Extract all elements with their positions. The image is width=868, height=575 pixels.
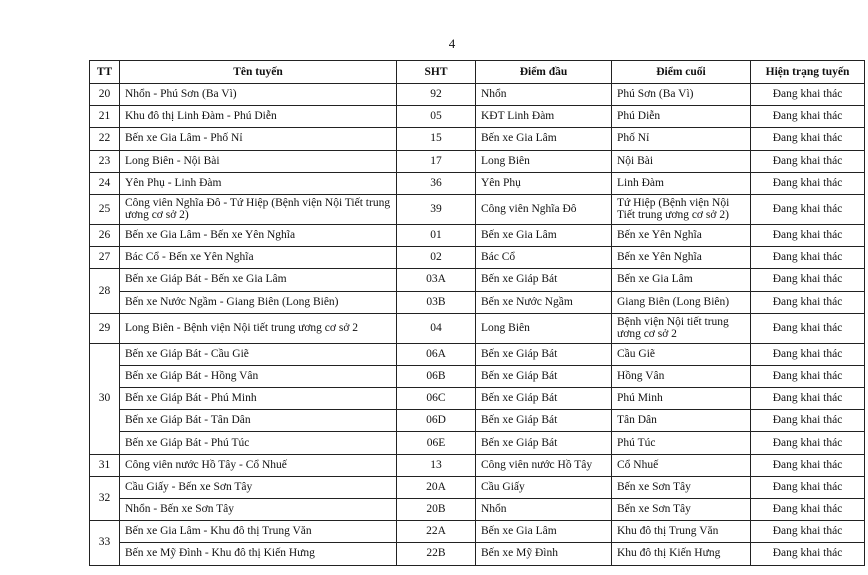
route-status: Đang khai thác <box>751 150 865 172</box>
row-number: 33 <box>90 521 120 565</box>
route-status: Đang khai thác <box>751 128 865 150</box>
route-number: 15 <box>397 128 476 150</box>
route-number: 39 <box>397 194 476 224</box>
row-number: 31 <box>90 454 120 476</box>
table-row <box>90 521 865 543</box>
end-point: Hồng Vân <box>612 365 751 387</box>
table-row <box>90 150 865 172</box>
table-row <box>90 432 865 454</box>
start-point: KĐT Linh Đàm <box>476 106 612 128</box>
end-point: Bệnh viện Nội tiết trung ương cơ sở 2 <box>612 313 751 343</box>
table-row <box>90 388 865 410</box>
route-status: Đang khai thác <box>751 521 865 543</box>
start-point: Công viên Nghĩa Đô <box>476 194 612 224</box>
row-number: 22 <box>90 128 120 150</box>
end-point: Nội Bài <box>612 150 751 172</box>
route-name: Cầu Giấy - Bến xe Sơn Tây <box>120 476 397 498</box>
route-number: 22A <box>397 521 476 543</box>
route-name: Bến xe Giáp Bát - Hồng Vân <box>120 365 397 387</box>
route-number: 22B <box>397 543 476 565</box>
row-number: 23 <box>90 150 120 172</box>
row-number: 28 <box>90 269 120 313</box>
route-number: 06E <box>397 432 476 454</box>
end-point: Tứ Hiệp (Bệnh viện Nội Tiết trung ương cơ sở 2) <box>612 194 751 224</box>
end-point: Khu đô thị Trung Văn <box>612 521 751 543</box>
route-status: Đang khai thác <box>751 543 865 565</box>
end-point: Bến xe Gia Lâm <box>612 269 751 291</box>
start-point: Bến xe Giáp Bát <box>476 269 612 291</box>
route-status: Đang khai thác <box>751 224 865 246</box>
table-row <box>90 84 865 106</box>
route-status: Đang khai thác <box>751 410 865 432</box>
route-status: Đang khai thác <box>751 269 865 291</box>
table-row <box>90 172 865 194</box>
start-point: Bến xe Giáp Bát <box>476 410 612 432</box>
route-status: Đang khai thác <box>751 247 865 269</box>
start-point: Bến xe Giáp Bát <box>476 343 612 365</box>
row-number: 30 <box>90 343 120 454</box>
start-point: Bến xe Gia Lâm <box>476 128 612 150</box>
table-row <box>90 543 865 565</box>
header-end-point: Điểm cuối <box>612 61 751 84</box>
start-point: Bến xe Nước Ngầm <box>476 291 612 313</box>
route-number: 13 <box>397 454 476 476</box>
start-point: Bến xe Mỹ Đình <box>476 543 612 565</box>
route-name: Khu đô thị Linh Đàm - Phú Diễn <box>120 106 397 128</box>
route-name: Bến xe Mỹ Đình - Khu đô thị Kiến Hưng <box>120 543 397 565</box>
row-number: 20 <box>90 84 120 106</box>
route-status: Đang khai thác <box>751 106 865 128</box>
table-row <box>90 128 865 150</box>
end-point: Phú Túc <box>612 432 751 454</box>
route-name: Công viên Nghĩa Đô - Tứ Hiệp (Bệnh viện Nội Tiết trung ương cơ sở 2) <box>120 194 397 224</box>
table-row <box>90 343 865 365</box>
end-point: Bến xe Yên Nghĩa <box>612 224 751 246</box>
start-point: Bến xe Giáp Bát <box>476 388 612 410</box>
route-status: Đang khai thác <box>751 291 865 313</box>
route-number: 06A <box>397 343 476 365</box>
route-number: 92 <box>397 84 476 106</box>
route-name: Bến xe Gia Lâm - Khu đô thị Trung Văn <box>120 521 397 543</box>
end-point: Tân Dân <box>612 410 751 432</box>
row-number: 32 <box>90 476 120 520</box>
end-point: Khu đô thị Kiến Hưng <box>612 543 751 565</box>
end-point: Cầu Giẽ <box>612 343 751 365</box>
start-point: Nhổn <box>476 84 612 106</box>
end-point: Phố Nỉ <box>612 128 751 150</box>
header-route-number: SHT <box>397 61 476 84</box>
route-status: Đang khai thác <box>751 388 865 410</box>
row-number: 29 <box>90 313 120 343</box>
table-row <box>90 106 865 128</box>
start-point: Bến xe Giáp Bát <box>476 365 612 387</box>
route-name: Bác Cổ - Bến xe Yên Nghĩa <box>120 247 397 269</box>
header-start-point: Điểm đầu <box>476 61 612 84</box>
table-row <box>90 247 865 269</box>
route-status: Đang khai thác <box>751 172 865 194</box>
end-point: Phú Diễn <box>612 106 751 128</box>
header-tt: TT <box>90 61 120 84</box>
route-status: Đang khai thác <box>751 194 865 224</box>
route-number: 20A <box>397 476 476 498</box>
route-status: Đang khai thác <box>751 432 865 454</box>
route-number: 36 <box>397 172 476 194</box>
end-point: Bến xe Sơn Tây <box>612 476 751 498</box>
end-point: Bến xe Yên Nghĩa <box>612 247 751 269</box>
route-name: Bến xe Giáp Bát - Bến xe Gia Lâm <box>120 269 397 291</box>
route-name: Long Biên - Bệnh viện Nội tiết trung ương cơ sở 2 <box>120 313 397 343</box>
route-name: Yên Phụ - Linh Đàm <box>120 172 397 194</box>
end-point: Bến xe Sơn Tây <box>612 499 751 521</box>
route-number: 03B <box>397 291 476 313</box>
page-number: 4 <box>448 36 456 51</box>
end-point: Cổ Nhuế <box>612 454 751 476</box>
table-row <box>90 365 865 387</box>
route-status: Đang khai thác <box>751 454 865 476</box>
start-point: Yên Phụ <box>476 172 612 194</box>
start-point: Bến xe Gia Lâm <box>476 521 612 543</box>
end-point: Phú Sơn (Ba Vì) <box>612 84 751 106</box>
row-number: 26 <box>90 224 120 246</box>
route-number: 06D <box>397 410 476 432</box>
route-number: 06C <box>397 388 476 410</box>
end-point: Phú Minh <box>612 388 751 410</box>
header-route-status: Hiện trạng tuyến <box>751 61 865 84</box>
table-row <box>90 224 865 246</box>
route-status: Đang khai thác <box>751 84 865 106</box>
route-name: Bến xe Nước Ngầm - Giang Biên (Long Biên) <box>120 291 397 313</box>
table-row <box>90 313 865 343</box>
route-number: 01 <box>397 224 476 246</box>
route-number: 05 <box>397 106 476 128</box>
start-point: Long Biên <box>476 150 612 172</box>
bus-route-table <box>89 60 865 566</box>
route-number: 06B <box>397 365 476 387</box>
route-name: Long Biên - Nội Bài <box>120 150 397 172</box>
table-row <box>90 269 865 291</box>
end-point: Linh Đàm <box>612 172 751 194</box>
route-name: Bến xe Giáp Bát - Cầu Giẽ <box>120 343 397 365</box>
table-row <box>90 410 865 432</box>
start-point: Công viên nước Hồ Tây <box>476 454 612 476</box>
route-name: Công viên nước Hồ Tây - Cổ Nhuế <box>120 454 397 476</box>
header-route-name: Tên tuyến <box>120 61 397 84</box>
table-row <box>90 454 865 476</box>
start-point: Bác Cổ <box>476 247 612 269</box>
route-number: 17 <box>397 150 476 172</box>
row-number: 25 <box>90 194 120 224</box>
route-status: Đang khai thác <box>751 343 865 365</box>
route-number: 03A <box>397 269 476 291</box>
row-number: 21 <box>90 106 120 128</box>
route-number: 20B <box>397 499 476 521</box>
table-header-row <box>90 61 865 84</box>
table-row <box>90 194 865 224</box>
route-number: 02 <box>397 247 476 269</box>
row-number: 24 <box>90 172 120 194</box>
route-name: Bến xe Giáp Bát - Tân Dân <box>120 410 397 432</box>
route-name: Nhổn - Phú Sơn (Ba Vì) <box>120 84 397 106</box>
route-name: Bến xe Giáp Bát - Phú Túc <box>120 432 397 454</box>
table-row <box>90 291 865 313</box>
start-point: Long Biên <box>476 313 612 343</box>
row-number: 27 <box>90 247 120 269</box>
route-status: Đang khai thác <box>751 313 865 343</box>
route-number: 04 <box>397 313 476 343</box>
route-status: Đang khai thác <box>751 365 865 387</box>
route-name: Bến xe Giáp Bát - Phú Minh <box>120 388 397 410</box>
start-point: Cầu Giấy <box>476 476 612 498</box>
table-row <box>90 476 865 498</box>
start-point: Nhổn <box>476 499 612 521</box>
start-point: Bến xe Gia Lâm <box>476 224 612 246</box>
route-name: Bến xe Gia Lâm - Bến xe Yên Nghĩa <box>120 224 397 246</box>
table-row <box>90 499 865 521</box>
route-status: Đang khai thác <box>751 499 865 521</box>
table-body <box>90 84 865 566</box>
route-name: Bến xe Gia Lâm - Phố Nỉ <box>120 128 397 150</box>
end-point: Giang Biên (Long Biên) <box>612 291 751 313</box>
route-name: Nhổn - Bến xe Sơn Tây <box>120 499 397 521</box>
start-point: Bến xe Giáp Bát <box>476 432 612 454</box>
route-status: Đang khai thác <box>751 476 865 498</box>
